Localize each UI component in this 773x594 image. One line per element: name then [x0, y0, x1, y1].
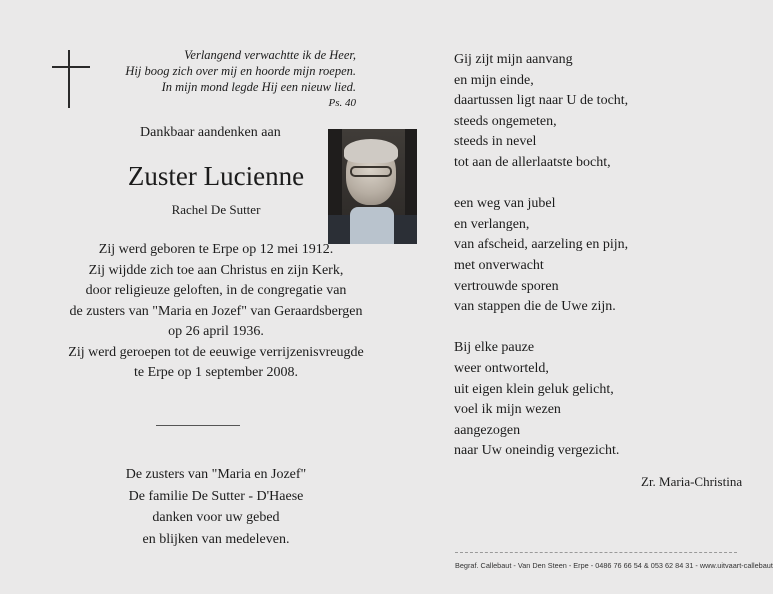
poem-line: en verlangen,: [454, 216, 530, 232]
poem-line: en mijn einde,: [454, 72, 534, 88]
bio-line: de zusters van "Maria en Jozef" van Geraardsbergen: [69, 303, 363, 319]
biography: [36, 240, 396, 384]
printer-credit: Begraf. Callebaut - Van Den Steen - Erpe - 0486 76 66 54 & 053 62 84 31 - www.uitvaart-callebaut: [455, 561, 773, 570]
poem-stanza: [454, 338, 628, 462]
bio-line: Zij wijdde zich toe aan Christus en zijn Kerk,: [88, 262, 344, 278]
poem-line: met onverwacht: [454, 257, 544, 273]
quote-line: Verlangend verwachtte ik de Heer,: [184, 48, 356, 62]
bio-line: Zij werd geboren te Erpe op 12 mei 1912.: [98, 242, 334, 257]
family-line: De familie De Sutter - D'Haese: [128, 488, 304, 504]
bio-line: te Erpe op 1 september 2008.: [133, 365, 299, 380]
poem-line: naar Uw oneindig vergezicht.: [454, 443, 620, 459]
quote-reference: Ps. 40: [328, 97, 356, 109]
family-line: danken voor uw gebed: [152, 510, 280, 525]
poem: [454, 50, 628, 482]
poem-line: vertrouwde sporen: [454, 278, 559, 294]
quote-line: In mijn mond legde Hij een nieuw lied.: [161, 80, 356, 94]
family-line: De zusters van "Maria en Jozef": [125, 467, 307, 482]
family-line: en blijken van medeleven.: [142, 531, 290, 547]
quote-line: Hij boog zich over mij en hoorde mijn roepen.: [125, 64, 356, 78]
poem-line: een weg van jubel: [454, 196, 556, 212]
poem-line: uit eigen klein geluk gelicht,: [454, 381, 614, 397]
family-thanks: [36, 464, 396, 550]
poem-stanza: [454, 50, 628, 174]
portrait-photo: [328, 129, 417, 244]
deceased-name: Zuster Lucienne: [127, 161, 305, 191]
poem-line: steeds in nevel: [454, 134, 537, 150]
poem-line: Bij elke pauze: [454, 340, 535, 356]
poem-line: van afscheid, aarzeling en pijn,: [454, 237, 629, 253]
poem-line: van stappen die de Uwe zijn.: [454, 299, 616, 315]
poem-line: weer ontworteld,: [454, 360, 549, 376]
poem-line: Gij zijt mijn aanvang: [454, 52, 573, 67]
bio-line: op 26 april 1936.: [168, 324, 264, 339]
thanks-heading: Dankbaar aandenken aan: [140, 125, 281, 140]
poem-author: Zr. Maria-Christina: [641, 474, 743, 489]
poem-stanza: [454, 194, 628, 318]
cross-vertical-bar: [68, 50, 70, 108]
bio-line: Zij werd geroepen tot de eeuwige verrijzenisvreugde: [68, 344, 364, 360]
civil-name: Rachel De Sutter: [171, 202, 261, 217]
poem-line: steeds ongemeten,: [454, 113, 557, 129]
psalm-quote: [110, 47, 356, 111]
cross-horizontal-bar: [52, 66, 90, 68]
poem-line: voel ik mijn wezen: [454, 402, 561, 418]
poem-line: daartussen ligt naar U de tocht,: [454, 93, 629, 109]
poem-line: aangezogen: [454, 422, 521, 438]
bio-line: door religieuze geloften, in de congregatie van: [85, 283, 347, 298]
divider: [156, 425, 240, 426]
poem-line: tot aan de allerlaatste bocht,: [454, 154, 611, 170]
footer-divider: [455, 552, 737, 553]
